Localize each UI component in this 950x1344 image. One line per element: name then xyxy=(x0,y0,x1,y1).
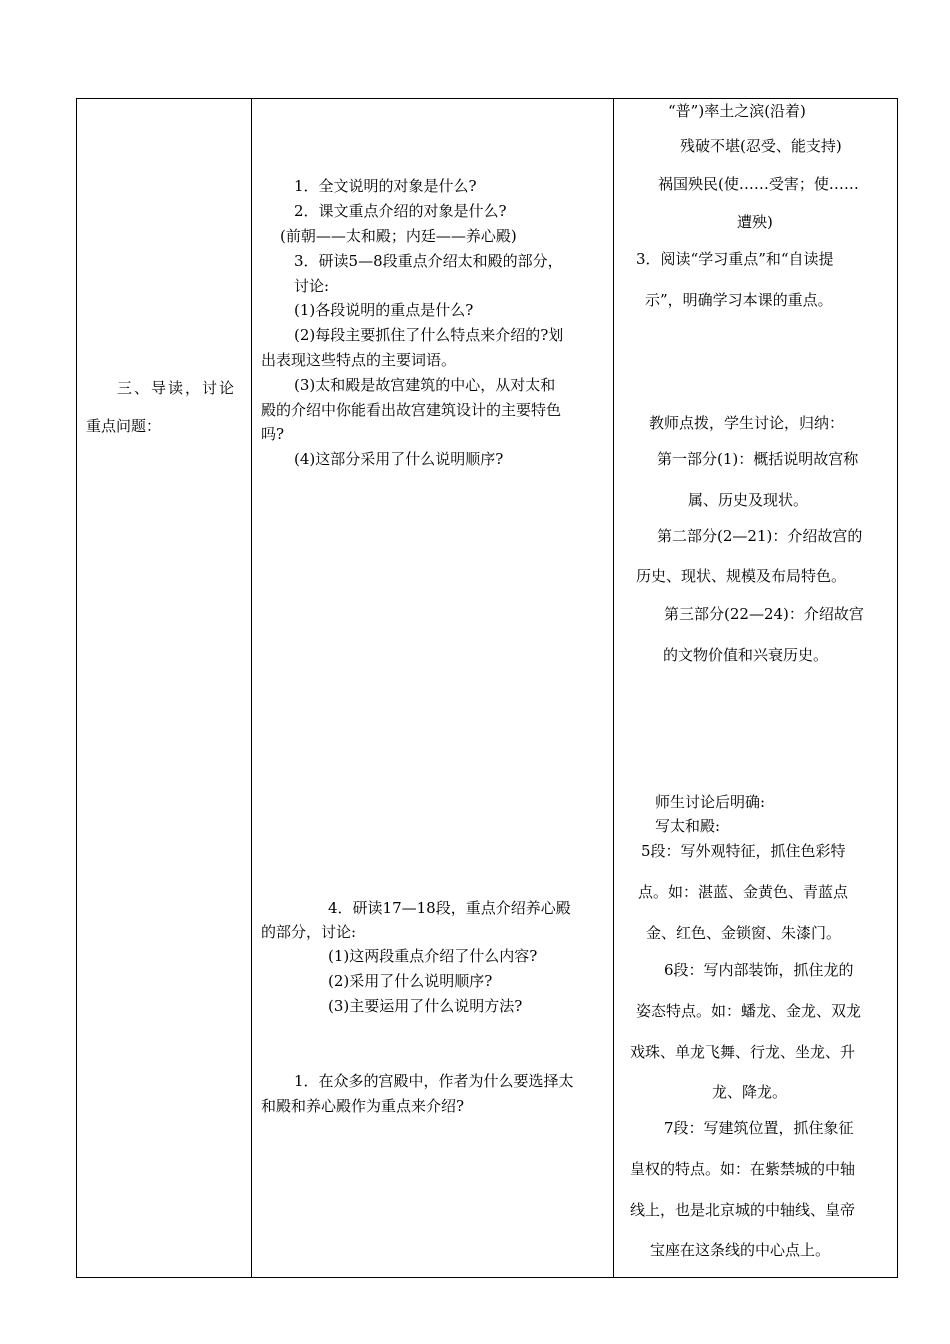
question-line: (4)这部分采用了什么说明顺序? xyxy=(294,450,504,468)
summary-line: 第三部分(22—24)：介绍故宫 xyxy=(664,605,864,623)
clarify-line: 师生讨论后明确: xyxy=(655,793,766,811)
question-line: 4．研读17—18段，重点介绍养心殿 xyxy=(328,899,571,917)
clarify-line: 姿态特点。如：蟠龙、金龙、双龙 xyxy=(636,1002,862,1020)
study-focus-line: 示”，明确学习本课的重点。 xyxy=(645,291,833,309)
vocab-line: 祸国殃民(使……受害；使…… xyxy=(658,175,859,193)
clarify-line: 金、红色、金锁窗、朱漆门。 xyxy=(646,924,842,942)
summary-line: 的文物价值和兴衰历史。 xyxy=(663,646,829,664)
clarify-line: 龙、降龙。 xyxy=(712,1083,788,1101)
question-line: (2)每段主要抓住了什么特点来介绍的?划 xyxy=(294,326,564,344)
column-divider-1 xyxy=(251,98,252,1278)
vocab-line: “普”)率土之滨(沿着) xyxy=(668,102,806,120)
clarify-line: 5段：写外观特征，抓住色彩特 xyxy=(641,842,846,860)
question-line: (前朝——太和殿；内廷——养心殿) xyxy=(280,227,517,245)
question-line: 殿的介绍中你能看出故宫建筑设计的主要特色 xyxy=(261,401,562,419)
question-line: (1)这两段重点介绍了什么内容? xyxy=(328,947,538,965)
summary-line: 第二部分(2—21)：介绍故宫的 xyxy=(657,527,863,545)
clarify-line: 写太和殿: xyxy=(655,817,721,835)
question-line: 出表现这些特点的主要词语。 xyxy=(261,351,457,369)
stage-title-line2: 重点问题： xyxy=(86,417,162,435)
question-line: 讨论: xyxy=(294,277,330,295)
clarify-line: 点。如：湛蓝、金黄色、青蓝点 xyxy=(638,883,849,901)
question-line: 1．全文说明的对象是什么? xyxy=(294,177,477,195)
question-line: 的部分，讨论: xyxy=(261,923,357,941)
question-line: (1)各段说明的重点是什么? xyxy=(294,301,474,319)
summary-line: 第一部分(1)：概括说明故宫称 xyxy=(657,450,859,468)
question-line: (2)采用了什么说明顺序? xyxy=(328,972,493,990)
column-divider-2 xyxy=(613,98,614,1278)
question-line: 和殿和养心殿作为重点来介绍? xyxy=(261,1097,465,1115)
question-line: 1．在众多的宫殿中，作者为什么要选择太 xyxy=(294,1072,574,1090)
vocab-line: 遭殃) xyxy=(737,213,773,231)
clarify-line: 7段：写建筑位置，抓住象征 xyxy=(664,1119,854,1137)
summary-line: 教师点拨，学生讨论，归纳： xyxy=(649,414,845,432)
stage-title-line1: 三、导读，讨论 xyxy=(117,379,237,397)
vocab-line: 残破不堪(忍受、能支持) xyxy=(680,137,842,155)
summary-line: 属、历史及现状。 xyxy=(688,491,809,509)
clarify-line: 6段：写内部装饰，抓住龙的 xyxy=(664,961,854,979)
question-line: 3．研读5—8段重点介绍太和殿的部分， xyxy=(294,252,563,270)
question-line: 2．课文重点介绍的对象是什么? xyxy=(294,202,507,220)
clarify-line: 宝座在这条线的中心点上。 xyxy=(650,1241,831,1259)
clarify-line: 皇权的特点。如：在紫禁城的中轴 xyxy=(630,1160,856,1178)
question-line: (3)主要运用了什么说明方法? xyxy=(328,997,523,1015)
study-focus-line: 3．阅读“学习重点”和“自读提 xyxy=(636,250,834,268)
question-line: 吗? xyxy=(261,425,285,443)
question-line: (3)太和殿是故宫建筑的中心，从对太和 xyxy=(294,376,556,394)
summary-line: 历史、现状、规模及布局特色。 xyxy=(636,567,847,585)
clarify-line: 戏珠、单龙飞舞、行龙、坐龙、升 xyxy=(630,1043,856,1061)
clarify-line: 线上，也是北京城的中轴线、皇帝 xyxy=(630,1201,856,1219)
